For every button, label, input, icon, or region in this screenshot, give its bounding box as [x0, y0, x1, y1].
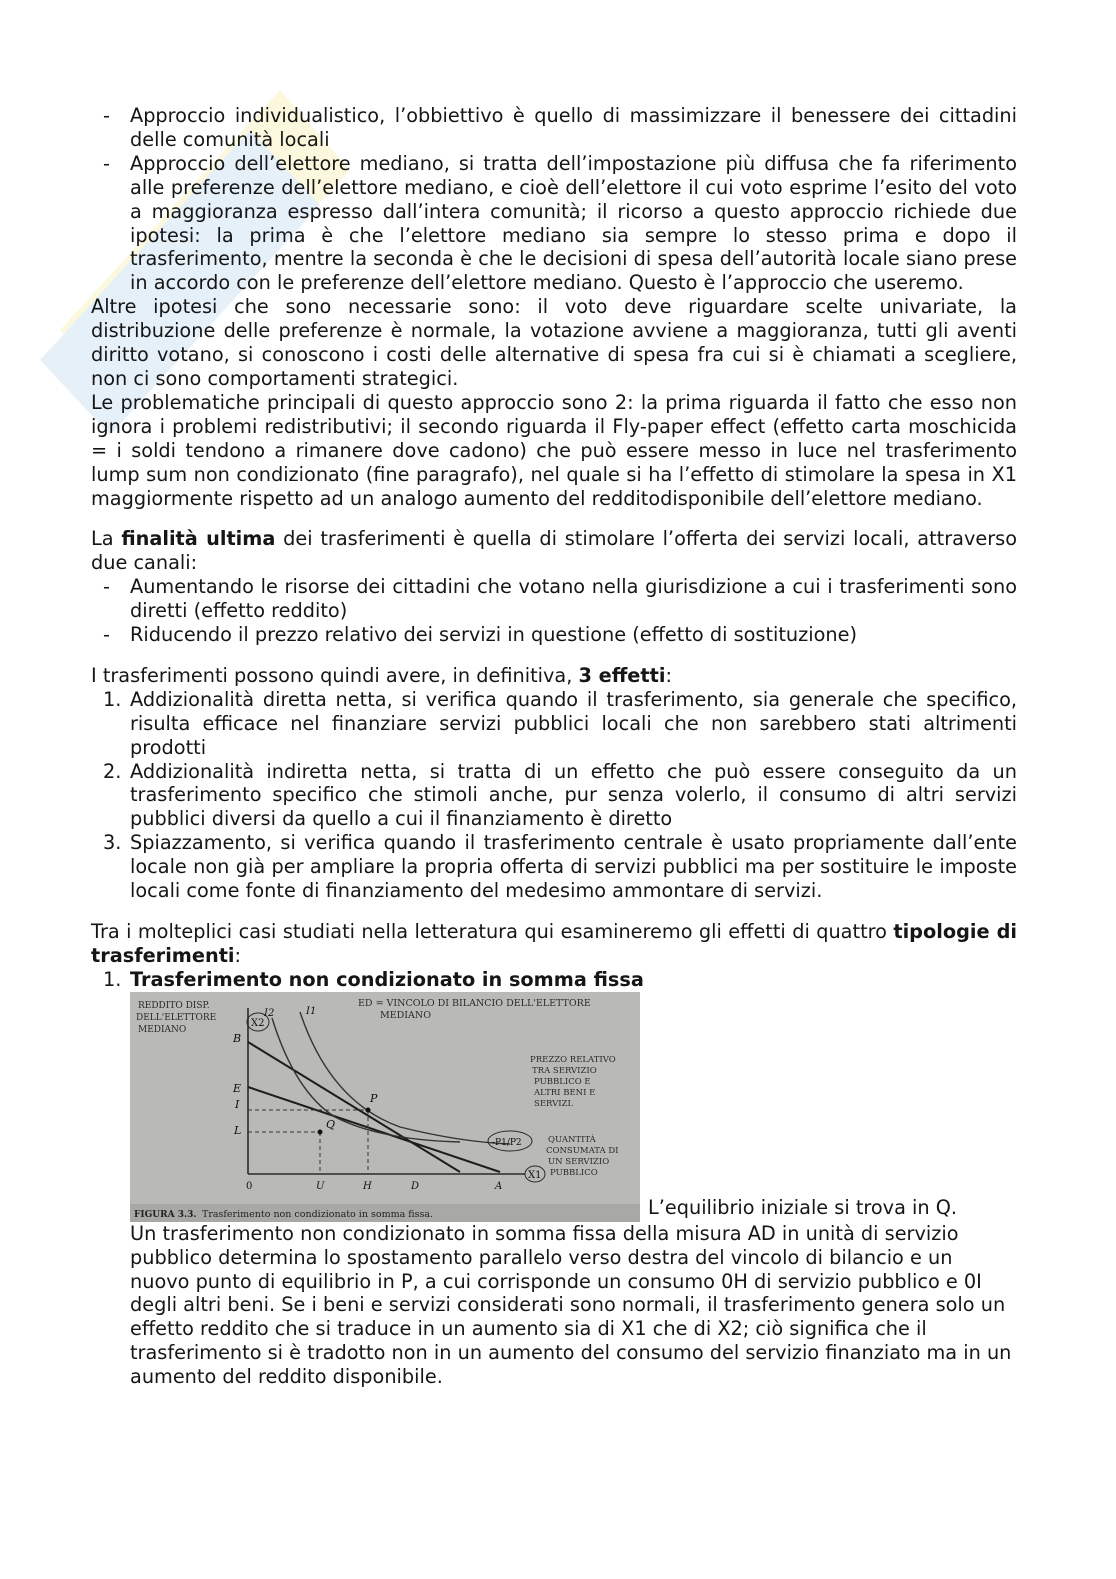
- label-e: E: [233, 1081, 242, 1095]
- bold-3-effetti: 3 effetti: [578, 663, 666, 687]
- note-y-3: MEDIANO: [138, 1024, 187, 1035]
- paragraph-final: Un trasferimento non condizionato in somma fissa della misura AD in unità di servizio pubblico determina lo spostamento parallelo verso destra del vincolo di bilancio e un nuovo punto di equilibrio in P, a cui corrisponde un consumo 0H di servizio pubblico e 0I degli altri beni. Se i beni e servizi considerati sono normali, il trasferimento genera solo un effetto reddito che si traduce in un aumento sia di X1 che di X2; ciò significa che il trasferimento si è tradotto non in un aumento del consumo del servizio finanziato ma in un aumento del reddito disponibile.: [130, 1221, 1012, 1389]
- note-qty-2: CONSUMATA DI: [546, 1145, 619, 1156]
- note-qty-3: UN SERVIZIO: [548, 1156, 610, 1167]
- label-origin: 0: [246, 1180, 253, 1192]
- label-d: D: [411, 1180, 420, 1192]
- paragraph-effetti-intro: I trasferimenti possono quindi avere, in definitiva, 3 effetti:: [91, 663, 672, 687]
- label-p: P: [370, 1091, 378, 1105]
- note-y-2: DELL'ELETTORE: [136, 1012, 217, 1023]
- label-h: H: [363, 1180, 372, 1192]
- label-u: U: [316, 1180, 325, 1192]
- effetti-list: [91, 688, 1017, 903]
- note-right-4: SERVIZI.: [534, 1098, 574, 1109]
- label-i1: I1: [306, 1005, 317, 1017]
- paragraph-problematiche: Le problematiche principali di questo approccio sono 2: la prima riguarda il fatto che esso non ignora i problemi redistributivi; il secondo riguarda il Fly-paper effect (effetto carta moschicida = i soldi tendono a rimanere dove cadono) che può essere messo in luce nel trasferimento lump sum non condizionato (fine paragrafo), nel quale si ha l’effetto di stimolare la spesa in X1 maggiormente rispetto ad un analogo aumento del redditodisponibile dell’elettore mediano.: [91, 390, 1017, 510]
- approcci-list: [91, 104, 1017, 295]
- note-top-1: ED = VINCOLO DI BILANCIO DELL'ELETTORE: [358, 997, 591, 1009]
- list-item: 2. Addizionalità indiretta netta, si tratta di un effetto che può essere conseguito da un trasferimento specifico che stimoli anche, pur senza volerlo, il consumo di altri servizi pubblici diversi da quello a cui il finanziamento è diretto: [103, 759, 1017, 831]
- list-item: 3. Spiazzamento, si verifica quando il trasferimento centrale è usato propriamente dall’ente locale non già per ampliare la propria offerta di servizi pubblici ma per sostituire le imposte locali come fonte di finanziamento del medesimo ammontare di servizi.: [103, 831, 1017, 903]
- list-item: 1. Trasferimento non condizionato in somma fissa: [103, 967, 644, 991]
- label-i: I: [235, 1097, 240, 1111]
- note-right-2: TRA SERVIZIO: [532, 1065, 597, 1076]
- figure-3-3: [130, 992, 640, 1222]
- list-item: - Approccio dell’elettore mediano, si tratta dell’impostazione più diffusa che fa riferimento alle preferenze dell’elettore mediano, e cioè dell’elettore il cui voto esprime l’esito del voto a maggioranza espresso dall’intera comunità; il ricorso a questo approccio richiede due ipotesi: la prima è che l’elettore mediano sia sempre lo stesso prima e dopo il trasferimento, mentre la seconda è che le decisioni di spesa dell’autorità locale siano prese in accordo con le preferenze dell’elettore mediano. Questo è l’approccio che useremo.: [91, 152, 1017, 295]
- note-y-1: REDDITO DISP.: [138, 1000, 210, 1011]
- label-l: L: [234, 1123, 242, 1137]
- note-right-1: PREZZO RELATIVO: [530, 1054, 616, 1065]
- x1-label: X1: [528, 1169, 542, 1181]
- list-item: - Aumentando le risorse dei cittadini che votano nella giurisdizione a cui i trasferimenti sono diretti (effetto reddito): [91, 575, 1017, 623]
- tipologie-list: [91, 968, 1017, 992]
- equilibrio-iniziale: L’equilibrio iniziale si trova in Q.: [648, 1195, 958, 1219]
- slope-label: -P1/P2: [492, 1137, 522, 1148]
- note-qty-4: PUBBLICO: [550, 1167, 598, 1178]
- tipologia-title: Trasferimento non condizionato in somma fissa: [130, 967, 644, 991]
- paragraph-finalita: La finalità ultima dei trasferimenti è quella di stimolare l’offerta dei servizi locali, attraverso due canali:: [91, 527, 1017, 575]
- note-top-2: MEDIANO: [380, 1009, 431, 1021]
- point-p: [366, 1107, 371, 1112]
- bold-tipologie: tipologie di trasferimenti: [91, 920, 1017, 967]
- list-item: - Approccio individualistico, l’obbiettivo è quello di massimizzare il benessere dei cittadini delle comunità locali: [91, 104, 1017, 152]
- figure-caption-num: FIGURA 3.3.: [134, 1209, 197, 1220]
- bold-finalita: finalità ultima: [121, 527, 276, 551]
- label-b: B: [233, 1031, 242, 1045]
- label-i2: I2: [264, 1007, 275, 1019]
- label-a: A: [495, 1180, 503, 1192]
- figure-row: [91, 992, 1017, 1222]
- x2-label: X2: [251, 1017, 265, 1029]
- note-right-3b: ALTRI BENI E: [534, 1087, 596, 1098]
- list-item: - Riducendo il prezzo relativo dei servizi in questione (effetto di sostituzione): [91, 623, 1017, 647]
- label-q: Q: [326, 1117, 336, 1131]
- figure-caption: Trasferimento non condizionato in somma fissa.: [202, 1208, 434, 1220]
- canali-list: [91, 575, 1017, 647]
- paragraph-tipologie-intro: Tra i molteplici casi studiati nella letteratura qui esamineremo gli effetti di quattro tipologie di trasferimenti:: [91, 920, 1017, 967]
- paragraph-altre-ipotesi: Altre ipotesi che sono necessarie sono: il voto deve riguardare scelte univariate, la distribuzione delle preferenze è normale, la votazione avviene a maggioranza, tutti gli aventi diritto votano, si conoscono i costi delle alternative di spesa fra cui si è chiamati a scegliere, non ci sono comportamenti strategici.: [91, 295, 1017, 390]
- note-qty-1: QUANTITÀ: [548, 1134, 596, 1145]
- point-q: [318, 1129, 323, 1134]
- list-item: 1. Addizionalità diretta netta, si verifica quando il trasferimento, sia generale che specifico, risulta efficace nel finanziare servizi pubblici locali che non sarebbero stati altrimenti prodotti: [103, 687, 1017, 759]
- note-right-3: PUBBLICO E: [534, 1076, 591, 1087]
- document-body: [91, 104, 1017, 1389]
